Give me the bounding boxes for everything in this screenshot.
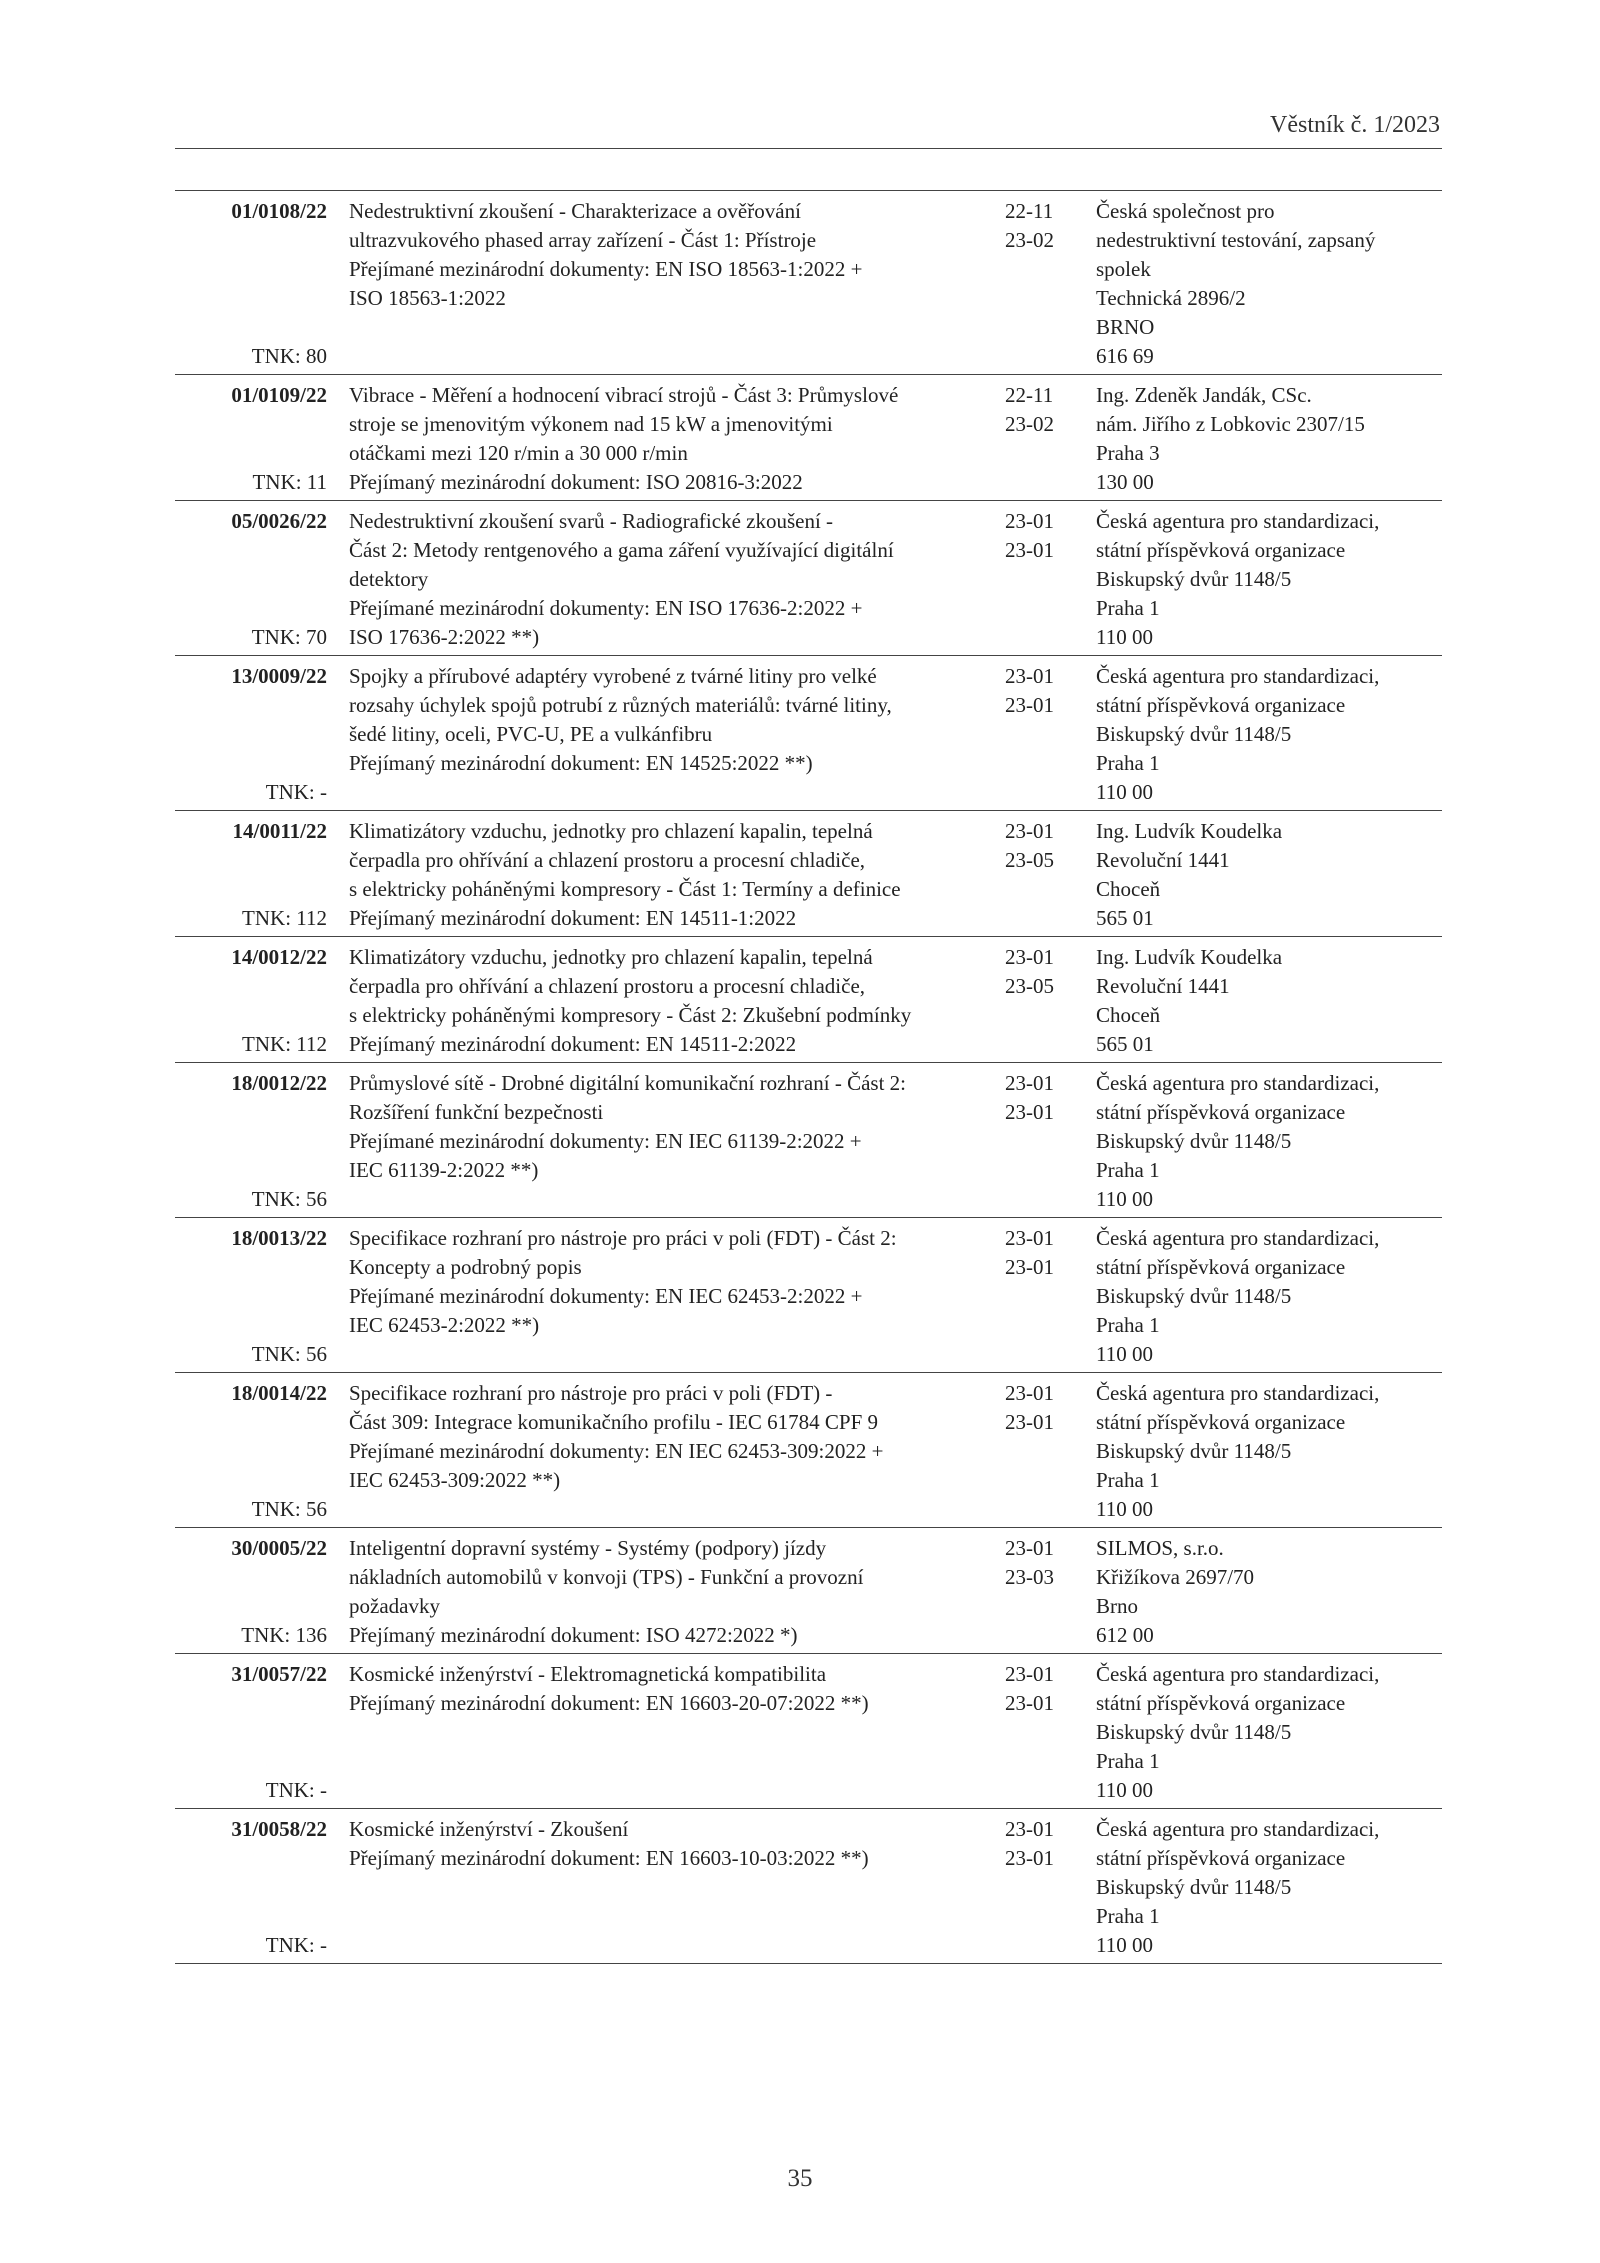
title-line: Část 309: Integrace komunikačního profilu - IEC 61784 CPF 9 [349,1410,879,1434]
title-line: Přejímané mezinárodní dokumenty: EN IEC 61139-2:2022 + [349,1129,862,1153]
tnk-label: TNK: - [265,1778,327,1802]
tnk-label: TNK: - [265,1933,327,1957]
title-cell [327,1654,1005,1808]
contact-line: Česká agentura pro standardizaci, [1096,664,1380,688]
title-line: ISO 18563-1:2022 [349,286,506,310]
title-line: Přejímané mezinárodní dokumenty: EN IEC 62453-309:2022 + [349,1439,884,1463]
contact-line: 110 00 [1096,625,1153,649]
standards-table [175,190,1442,1964]
id-cell [175,937,327,1062]
date-value: 23-01 [1005,1100,1054,1124]
contact-line: státní příspěvková organizace [1096,1691,1346,1715]
title-cell [327,937,1005,1062]
tnk-label: TNK: 80 [251,344,327,368]
title-line: Přejímaný mezinárodní dokument: EN 14511-2:2022 [349,1032,797,1056]
contact-line: 110 00 [1096,780,1153,804]
title-cell [327,1528,1005,1653]
id-cell [175,375,327,500]
table-row [175,1528,1442,1654]
contact-line: Praha 1 [1096,1468,1160,1492]
title-line: Průmyslové sítě - Drobné digitální komunikační rozhraní - Část 2: [349,1071,906,1095]
contact-line: Revoluční 1441 [1096,974,1230,998]
tnk-label: TNK: 112 [242,906,327,930]
contact-line: Česká agentura pro standardizaci, [1096,1226,1380,1250]
table-row [175,191,1442,375]
id-cell [175,1809,327,1963]
title-cell [327,811,1005,936]
contact-cell [1096,1063,1442,1217]
document-number: 30/0005/22 [231,1536,327,1560]
tnk-label: TNK: 112 [242,1032,327,1056]
contact-line: Praha 1 [1096,751,1160,775]
contact-cell [1096,1373,1442,1527]
contact-line: Choceň [1096,877,1161,901]
dates-cell [1005,937,1096,1062]
document-number: 18/0013/22 [231,1226,327,1250]
title-line: Specifikace rozhraní pro nástroje pro práci v poli (FDT) - [349,1381,833,1405]
title-line: Přejímaný mezinárodní dokument: ISO 20816-3:2022 [349,470,803,494]
table-row [175,1218,1442,1373]
date-value: 23-01 [1005,509,1054,533]
contact-line: Praha 1 [1096,596,1160,620]
contact-line: 612 00 [1096,1623,1154,1647]
tnk-label: TNK: 70 [251,625,327,649]
date-value: 23-03 [1005,1565,1054,1589]
title-line: šedé litiny, oceli, PVC-U, PE a vulkánfibru [349,722,713,746]
date-value: 23-01 [1005,1410,1054,1434]
tnk-label: TNK: 56 [251,1497,327,1521]
title-line: Klimatizátory vzduchu, jednotky pro chlazení kapalin, tepelná [349,819,873,843]
contact-line: Křižíkova 2697/70 [1096,1565,1255,1589]
contact-line: Biskupský dvůr 1148/5 [1096,567,1292,591]
contact-line: Praha 1 [1096,1904,1160,1928]
contact-line: Česká agentura pro standardizaci, [1096,1071,1380,1095]
title-line: Kosmické inženýrství - Elektromagnetická kompatibilita [349,1662,827,1686]
document-number: 14/0012/22 [231,945,327,969]
contact-cell [1096,191,1442,374]
dates-cell [1005,191,1096,374]
table-row [175,501,1442,656]
contact-line: Česká agentura pro standardizaci, [1096,1662,1380,1686]
document-number: 01/0109/22 [231,383,327,407]
title-line: IEC 62453-309:2022 **) [349,1468,561,1492]
title-line: ISO 17636-2:2022 **) [349,625,540,649]
title-line: s elektricky poháněnými kompresory - Část 2: Zkušební podmínky [349,1003,912,1027]
contact-cell [1096,811,1442,936]
table-row [175,1063,1442,1218]
title-line: čerpadla pro ohřívání a chlazení prostoru a procesní chladiče, [349,974,866,998]
contact-line: Technická 2896/2 [1096,286,1246,310]
id-cell [175,1654,327,1808]
title-cell [327,375,1005,500]
document-number: 18/0014/22 [231,1381,327,1405]
id-cell [175,1218,327,1372]
contact-line: Biskupský dvůr 1148/5 [1096,1284,1292,1308]
contact-line: státní příspěvková organizace [1096,1100,1346,1124]
date-value: 23-01 [1005,1817,1054,1841]
document-number: 14/0011/22 [232,819,327,843]
contact-line: Ing. Ludvík Koudelka [1096,945,1283,969]
contact-line: státní příspěvková organizace [1096,1846,1346,1870]
title-line: IEC 61139-2:2022 **) [349,1158,539,1182]
title-line: Přejímaný mezinárodní dokument: EN 14525:2022 **) [349,751,813,775]
contact-line: státní příspěvková organizace [1096,1410,1346,1434]
document-number: 13/0009/22 [231,664,327,688]
contact-line: 110 00 [1096,1497,1153,1521]
contact-line: 130 00 [1096,470,1154,494]
contact-cell [1096,1809,1442,1963]
contact-line: 565 01 [1096,1032,1154,1056]
id-cell [175,1528,327,1653]
tnk-label: TNK: 11 [252,470,327,494]
id-cell [175,811,327,936]
title-line: čerpadla pro ohřívání a chlazení prostoru a procesní chladiče, [349,848,866,872]
page-header [175,108,1442,149]
dates-cell [1005,1063,1096,1217]
title-line: Nedestruktivní zkoušení - Charakterizace a ověřování [349,199,801,223]
date-value: 23-01 [1005,1381,1054,1405]
date-value: 23-01 [1005,945,1054,969]
table-row [175,1654,1442,1809]
contact-line: 616 69 [1096,344,1154,368]
contact-line: BRNO [1096,315,1155,339]
date-value: 23-01 [1005,1691,1054,1715]
contact-cell [1096,1528,1442,1653]
date-value: 23-05 [1005,848,1054,872]
contact-cell [1096,656,1442,810]
table-row [175,1373,1442,1528]
title-line: Přejímaný mezinárodní dokument: EN 16603-20-07:2022 **) [349,1691,869,1715]
tnk-label: TNK: - [265,780,327,804]
contact-cell [1096,1218,1442,1372]
page-number: 35 [787,2165,813,2192]
document-number: 31/0057/22 [231,1662,327,1686]
title-line: IEC 62453-2:2022 **) [349,1313,540,1337]
title-line: rozsahy úchylek spojů potrubí z různých materiálů: tvárné litiny, [349,693,892,717]
id-cell [175,1063,327,1217]
id-cell [175,501,327,655]
title-line: Specifikace rozhraní pro nástroje pro práci v poli (FDT) - Část 2: [349,1226,897,1250]
contact-line: Biskupský dvůr 1148/5 [1096,1875,1292,1899]
title-line: stroje se jmenovitým výkonem nad 15 kW a jmenovitými [349,412,833,436]
bulletin-title: Věstník č. 1/2023 [1270,112,1440,138]
dates-cell [1005,1654,1096,1808]
contact-line: Biskupský dvůr 1148/5 [1096,1439,1292,1463]
contact-line: státní příspěvková organizace [1096,1255,1346,1279]
title-line: Přejímaný mezinárodní dokument: EN 16603-10-03:2022 **) [349,1846,869,1870]
contact-line: státní příspěvková organizace [1096,538,1346,562]
id-cell [175,191,327,374]
title-line: Přejímané mezinárodní dokumenty: EN ISO 17636-2:2022 + [349,596,863,620]
id-cell [175,656,327,810]
contact-line: spolek [1096,257,1151,281]
document-number: 18/0012/22 [231,1071,327,1095]
dates-cell [1005,1809,1096,1963]
title-line: Přejímané mezinárodní dokumenty: EN IEC 62453-2:2022 + [349,1284,863,1308]
tnk-label: TNK: 136 [241,1623,327,1647]
date-value: 23-01 [1005,693,1054,717]
title-line: Klimatizátory vzduchu, jednotky pro chlazení kapalin, tepelná [349,945,873,969]
document-number: 05/0026/22 [231,509,327,533]
contact-line: Choceň [1096,1003,1161,1027]
contact-line: Ing. Zdeněk Jandák, CSc. [1096,383,1312,407]
contact-line: státní příspěvková organizace [1096,693,1346,717]
contact-line: Ing. Ludvík Koudelka [1096,819,1283,843]
contact-line: Revoluční 1441 [1096,848,1230,872]
dates-cell [1005,811,1096,936]
title-line: Nedestruktivní zkoušení svarů - Radiografické zkoušení - [349,509,834,533]
date-value: 23-02 [1005,228,1054,252]
table-row [175,375,1442,501]
title-cell [327,1063,1005,1217]
title-line: Rozšíření funkční bezpečnosti [349,1100,604,1124]
dates-cell [1005,1528,1096,1653]
date-value: 23-02 [1005,412,1054,436]
contact-line: nám. Jiřího z Lobkovic 2307/15 [1096,412,1365,436]
contact-line: Biskupský dvůr 1148/5 [1096,722,1292,746]
contact-line: 110 00 [1096,1933,1153,1957]
contact-line: Brno [1096,1594,1138,1618]
date-value: 22-11 [1005,383,1054,407]
contact-cell [1096,937,1442,1062]
contact-line: nedestruktivní testování, zapsaný [1096,228,1376,252]
document-number: 31/0058/22 [231,1817,327,1841]
table-row [175,937,1442,1063]
contact-line: 565 01 [1096,906,1154,930]
title-line: ultrazvukového phased array zařízení - Část 1: Přístroje [349,228,817,252]
document-number: 01/0108/22 [231,199,327,223]
title-line: Přejímaný mezinárodní dokument: EN 14511-1:2022 [349,906,797,930]
title-line: Inteligentní dopravní systémy - Systémy (podpory) jízdy [349,1536,827,1560]
contact-line: 110 00 [1096,1778,1153,1802]
date-value: 23-01 [1005,1662,1054,1686]
title-line: Koncepty a podrobný popis [349,1255,582,1279]
contact-line: Biskupský dvůr 1148/5 [1096,1720,1292,1744]
contact-line: 110 00 [1096,1342,1153,1366]
tnk-label: TNK: 56 [251,1342,327,1366]
title-cell [327,1373,1005,1527]
date-value: 23-01 [1005,819,1054,843]
tnk-label: TNK: 56 [251,1187,327,1211]
title-line: nákladních automobilů v konvoji (TPS) - Funkční a provozní [349,1565,864,1589]
title-cell [327,656,1005,810]
contact-line: Praha 3 [1096,441,1160,465]
date-value: 23-01 [1005,1846,1054,1870]
date-value: 23-01 [1005,1226,1054,1250]
title-line: Přejímané mezinárodní dokumenty: EN ISO 18563-1:2022 + [349,257,863,281]
title-cell [327,501,1005,655]
dates-cell [1005,501,1096,655]
contact-line: Praha 1 [1096,1749,1160,1773]
contact-cell [1096,375,1442,500]
dates-cell [1005,1218,1096,1372]
title-line: detektory [349,567,429,591]
dates-cell [1005,1373,1096,1527]
title-cell [327,1218,1005,1372]
contact-cell [1096,1654,1442,1808]
table-row [175,1809,1442,1964]
contact-line: Česká agentura pro standardizaci, [1096,509,1380,533]
title-line: Spojky a přírubové adaptéry vyrobené z tvárné litiny pro velké [349,664,877,688]
date-value: 23-01 [1005,538,1054,562]
title-line: Přejímaný mezinárodní dokument: ISO 4272:2022 *) [349,1623,798,1647]
title-line: s elektricky poháněnými kompresory - Část 1: Termíny a definice [349,877,901,901]
title-cell [327,1809,1005,1963]
table-row [175,656,1442,811]
contact-line: Praha 1 [1096,1158,1160,1182]
title-line: otáčkami mezi 120 r/min a 30 000 r/min [349,441,688,465]
date-value: 23-01 [1005,1071,1054,1095]
contact-line: Česká společnost pro [1096,199,1275,223]
contact-line: 110 00 [1096,1187,1153,1211]
contact-line: Česká agentura pro standardizaci, [1096,1381,1380,1405]
title-line: Kosmické inženýrství - Zkoušení [349,1817,629,1841]
dates-cell [1005,375,1096,500]
date-value: 23-01 [1005,1536,1054,1560]
contact-line: Praha 1 [1096,1313,1160,1337]
date-value: 23-05 [1005,974,1054,998]
date-value: 22-11 [1005,199,1054,223]
title-line: Vibrace - Měření a hodnocení vibrací strojů - Část 3: Průmyslové [349,383,899,407]
contact-cell [1096,501,1442,655]
contact-line: Česká agentura pro standardizaci, [1096,1817,1380,1841]
date-value: 23-01 [1005,664,1054,688]
dates-cell [1005,656,1096,810]
title-line: Část 2: Metody rentgenového a gama záření využívající digitální [349,538,894,562]
table-row [175,811,1442,937]
date-value: 23-01 [1005,1255,1054,1279]
contact-line: Biskupský dvůr 1148/5 [1096,1129,1292,1153]
contact-line: SILMOS, s.r.o. [1096,1536,1224,1560]
id-cell [175,1373,327,1527]
title-cell [327,191,1005,374]
title-line: požadavky [349,1594,440,1618]
